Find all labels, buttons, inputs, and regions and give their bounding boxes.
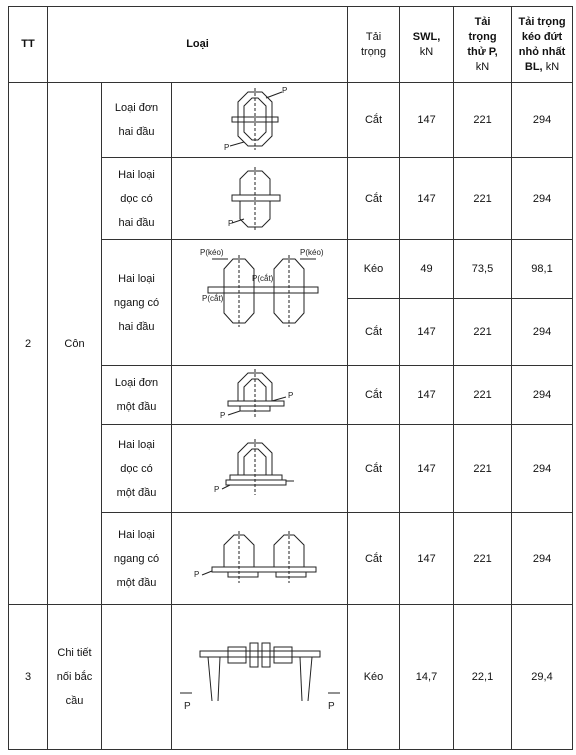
swl-value: 147 [400, 366, 454, 425]
proof-load-value: 221 [454, 513, 512, 605]
diagram-double-vertical-single-end [172, 425, 348, 513]
load-table [8, 6, 573, 750]
svg-text:P: P [287, 391, 293, 400]
header-row [9, 7, 573, 83]
proof-load-value: 221 [454, 158, 512, 240]
header-type: Loại [48, 7, 348, 83]
type-label: Loại đơn một đầu [102, 366, 172, 425]
breaking-load-value: 294 [512, 158, 573, 240]
load-type: Cắt [348, 425, 400, 513]
svg-text:P: P [184, 701, 191, 712]
svg-text:P: P [227, 218, 233, 228]
proof-load-value: 221 [454, 299, 512, 366]
swl-value: 147 [400, 425, 454, 513]
load-type: Cắt [348, 83, 400, 158]
group-name: Côn [48, 83, 102, 605]
table-row [9, 83, 573, 158]
header-proof-load: Tải trọng thử P, kN [454, 7, 512, 83]
type-label: Hai loại ngang có hai đầu [102, 240, 172, 366]
type-label: Hai loại ngang có một đầu [102, 513, 172, 605]
type-label [102, 605, 172, 750]
type-label: Hai loại dọc có hai đầu [102, 158, 172, 240]
type-label: Hai loại dọc có một đầu [102, 425, 172, 513]
proof-load-value: 221 [454, 425, 512, 513]
proof-load-value: 221 [454, 83, 512, 158]
swl-value: 14,7 [400, 605, 454, 750]
header-breaking-load: Tải trọng kéo đứt nhỏ nhất BL, kN [512, 7, 573, 83]
table-row [9, 605, 573, 750]
swl-value: 147 [400, 158, 454, 240]
diagram-single-single-end [172, 366, 348, 425]
header-tt: TT [9, 7, 48, 83]
breaking-load-value: 294 [512, 425, 573, 513]
group-name: Chi tiết nối bắc cầu [48, 605, 102, 750]
load-type: Kéo [348, 605, 400, 750]
swl-value: 147 [400, 513, 454, 605]
svg-text:P: P [223, 143, 229, 152]
svg-text:P: P [328, 701, 335, 712]
breaking-load-value: 294 [512, 366, 573, 425]
svg-text:P(cắt): P(cắt) [202, 293, 224, 303]
breaking-load-value: 294 [512, 513, 573, 605]
load-type: Cắt [348, 513, 400, 605]
breaking-load-value: 98,1 [512, 240, 573, 299]
diagram-double-horizontal-single-end [172, 513, 348, 605]
svg-text:P: P [281, 86, 287, 95]
breaking-load-value: 29,4 [512, 605, 573, 750]
group-tt: 3 [9, 605, 48, 750]
header-load: Tải trọng [348, 7, 400, 83]
proof-load-value: 22,1 [454, 605, 512, 750]
diagram-double-horizontal-double-end [172, 240, 348, 366]
header-swl: SWL, kN [400, 7, 454, 83]
svg-text:P: P [213, 484, 219, 494]
diagram-double-vertical-double-end [172, 158, 348, 240]
diagram-single-double-end [172, 83, 348, 158]
svg-text:P(cắt): P(cắt) [252, 273, 274, 283]
load-type: Cắt [348, 158, 400, 240]
proof-load-value: 221 [454, 366, 512, 425]
swl-value: 49 [400, 240, 454, 299]
breaking-load-value: 294 [512, 299, 573, 366]
svg-text:P(kéo): P(kéo) [200, 247, 224, 257]
swl-value: 147 [400, 299, 454, 366]
svg-text:P: P [219, 411, 225, 420]
proof-load-value: 73,5 [454, 240, 512, 299]
load-type: Cắt [348, 366, 400, 425]
load-type: Cắt [348, 299, 400, 366]
swl-value: 147 [400, 83, 454, 158]
svg-text:P: P [194, 569, 200, 579]
type-label: Loại đơn hai đầu [102, 83, 172, 158]
svg-text:P(kéo): P(kéo) [300, 247, 324, 257]
group-tt: 2 [9, 83, 48, 605]
diagram-bridge-connector [172, 605, 348, 750]
breaking-load-value: 294 [512, 83, 573, 158]
load-type: Kéo [348, 240, 400, 299]
